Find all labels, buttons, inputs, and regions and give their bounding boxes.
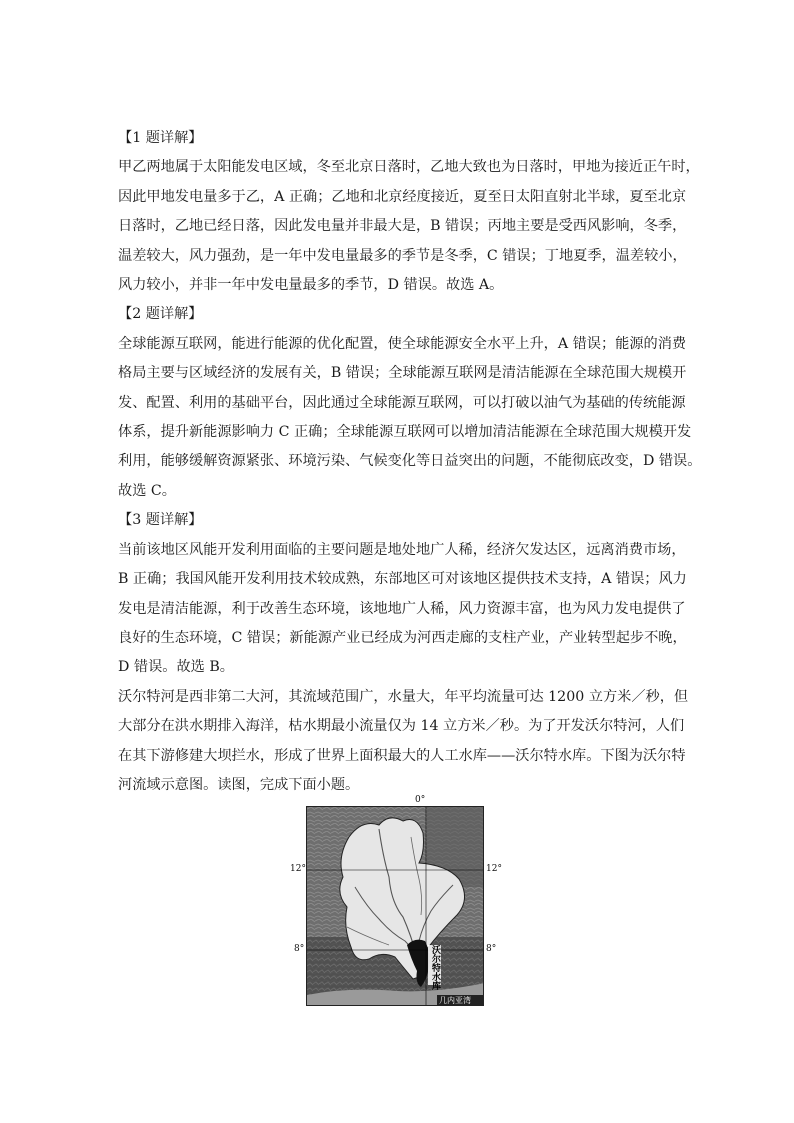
- document-body: [118, 124, 702, 800]
- reservoir-label: 沃尔特水库: [430, 945, 440, 990]
- section1-line: 风力较小，并非一年中发电量最多的季节，D 错误。故选 A。: [118, 277, 504, 294]
- intro-line: 大部分在洪水期排入海洋，枯水期最小流量仅为 14 立方米／秒。为了开发沃尔特河，人们: [118, 718, 685, 735]
- section1-heading: 【1 题详解】: [118, 130, 203, 146]
- section3-line: D 错误。故选 B。: [118, 659, 234, 676]
- section3-line: B 正确；我国风能开发利用技术较成熟，东部地区可对该地区提供技术支持，A 错误；风力: [118, 571, 687, 588]
- section1-line: 日落时，乙地已经日落，因此发电量并非最大是，B 错误；丙地主要是受西风影响，冬季，: [118, 218, 687, 235]
- section2-line: 故选 C。: [118, 482, 176, 499]
- latitude-label-8-right: 8°: [486, 944, 497, 954]
- section1-line: 因此甲地发电量多于乙，A 正确；乙地和北京经度接近，夏至日太阳直射北半球，夏至北京: [118, 188, 687, 205]
- section1-line: 温差较大，风力强劲，是一年中发电量最多的季节是冬季，C 错误；丁地夏季，温差较小，: [118, 247, 687, 264]
- intro-line: 在其下游修建大坝拦水，形成了世界上面积最大的人工水库——沃尔特水库。下图为沃尔特: [118, 747, 686, 764]
- section1-line: 甲乙两地属于太阳能发电区域，冬至北京日落时，乙地大致也为日落时，甲地为接近正午时，: [118, 159, 700, 176]
- map-graphic: [307, 807, 484, 1006]
- volta-basin-map: [306, 806, 484, 1006]
- intro-line: 河流域示意图。读图，完成下面小题。: [118, 776, 360, 793]
- latitude-label-12-left: 12°: [290, 864, 306, 874]
- sea-label: 几内亚湾: [439, 996, 471, 1005]
- section3-line: 良好的生态环境，C 错误；新能源产业已经成为河西走廊的支柱产业，产业转型起步不晚，: [118, 629, 687, 646]
- section2-line: 利用，能够缓解资源紧张、环境污染、气候变化等日益突出的问题，不能彻底改变，D 错误。: [118, 453, 702, 470]
- section3-line: 当前该地区风能开发利用面临的主要问题是地处地广人稀，经济欠发达区，远离消费市场，: [118, 541, 686, 558]
- section3-line: 发电是清洁能源，利于改善生态环境，该地地广人稀，风力资源丰富，也为风力发电提供了: [118, 600, 686, 617]
- map-frame: [306, 806, 484, 1006]
- section2-line: 体系，提升新能源影响力 C 正确；全球能源互联网可以增加清洁能源在全球范围大规模开发: [118, 424, 692, 441]
- longitude-label-top: 0°: [415, 795, 426, 805]
- latitude-label-8-left: 8°: [294, 944, 305, 954]
- section2-line: 全球能源互联网，能进行能源的优化配置，使全球能源安全水平上升，A 错误；能源的消费: [118, 335, 687, 352]
- section2-heading: 【2 题详解】: [118, 306, 203, 323]
- section3-heading: 【3 题详解】: [118, 512, 203, 529]
- section2-line: 格局主要与区域经济的发展有关，B 错误；全球能源互联网是清洁能源在全球范围大规模开: [118, 365, 687, 382]
- intro-line: 沃尔特河是西非第二大河，其流域范围广，水量大，年平均流量可达 1200 立方米／秒，但: [118, 688, 689, 705]
- latitude-label-12-right: 12°: [486, 864, 502, 874]
- section2-line: 发、配置、利用的基础平台，因此通过全球能源互联网，可以打破以油气为基础的传统能源: [118, 394, 686, 411]
